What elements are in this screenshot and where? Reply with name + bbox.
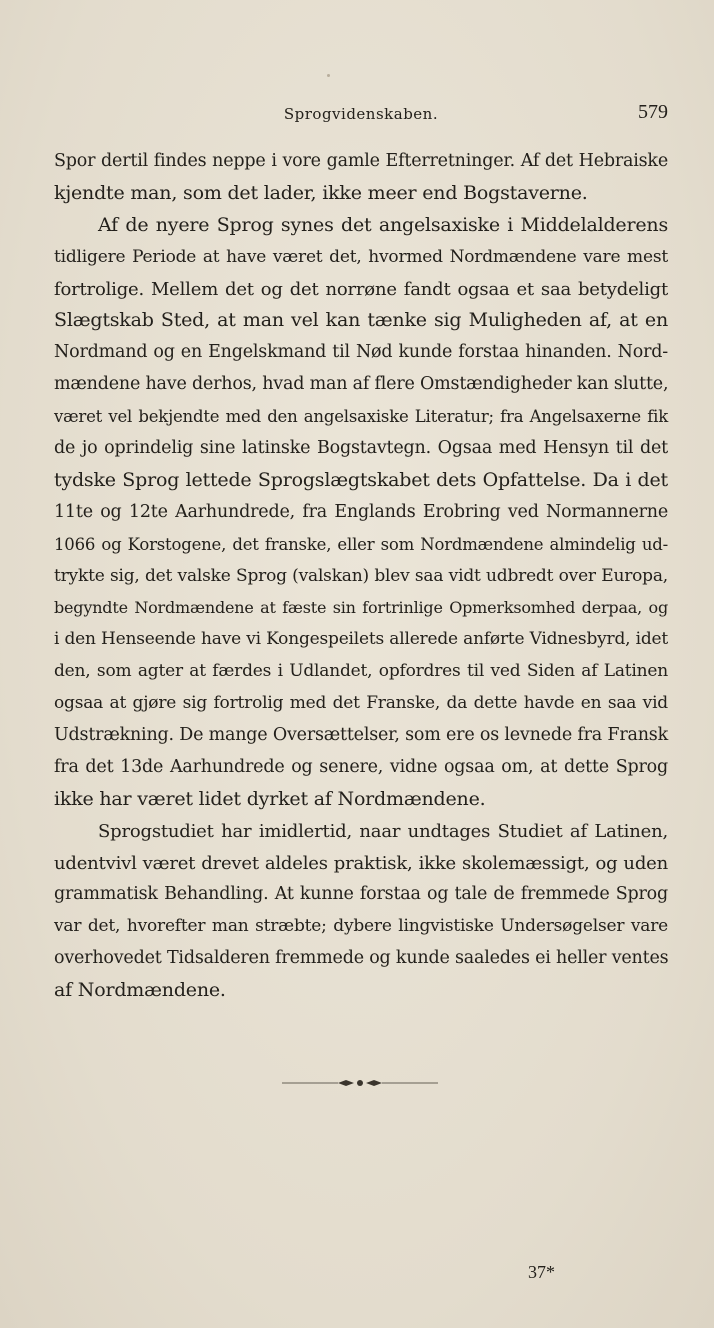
page-header — [54, 101, 668, 129]
text-line: af Nordmændene. — [54, 979, 226, 1002]
text-line: i den Henseende have vi Kongespeilets allerede anførte Vidnesbyrd, idet — [54, 629, 668, 650]
text-line: grammatisk Behandling. At kunne forstaa og tale de fremmede Sprog — [54, 884, 668, 905]
text-line: overhovedet Tidsalderen fremmede og kunde saaledes ei heller ventes — [54, 948, 669, 969]
text-line: de jo oprindelig sine latinske Bogstavtegn. Ogsaa med Hensyn til det — [54, 438, 668, 459]
text-line: Spor dertil findes neppe i vore gamle Efterretninger. Af det Hebraiske — [54, 151, 668, 171]
text-line: Udstrækning. De mange Oversættelser, som ere os levnede fra Fransk — [54, 725, 668, 746]
body-text — [54, 146, 668, 1007]
section-end-ornament — [282, 1076, 438, 1090]
paper-speck — [327, 74, 330, 77]
text-line: været vel bekjendte med den angelsaxiske Literatur; fra Angelsaxerne fik — [54, 407, 668, 427]
running-title: Sprogvidenskaben. — [283, 105, 439, 123]
text-line: begyndte Nordmændene at fæste sin fortrinlige Opmerksomhed derpaa, og — [54, 598, 668, 618]
text-line: Slægtskab Sted, at man vel kan tænke sig Muligheden af, at en — [54, 309, 668, 332]
text-line: ikke har været lidet dyrket af Nordmændene. — [54, 787, 486, 810]
text-line: tydske Sprog lettede Sprogslægtskabet dets Opfattelse. Da i det — [54, 468, 668, 491]
text-line: tidligere Periode at have været det, hvormed Nordmændene vare mest — [54, 246, 668, 267]
page-number: 579 — [638, 101, 668, 123]
text-line: Nordmand og en Engelskmand til Nød kunde forstaa hinanden. Nord- — [54, 342, 668, 363]
signature-mark: 37* — [528, 1262, 555, 1282]
text-line: den, som agter at færdes i Udlandet, opfordres til ved Siden af Latinen — [54, 661, 668, 682]
text-line: fra det 13de Aarhundrede og senere, vidne ogsaa om, at dette Sprog — [54, 756, 668, 777]
text-line: 11te og 12te Aarhundrede, fra Englands Erobring ved Normannerne — [54, 501, 668, 522]
text-line: fortrolige. Mellem det og det norrøne fandt ogsaa et saa betydeligt — [54, 278, 668, 300]
text-line: trykte sig, det valske Sprog (valskan) blev saa vidt udbredt over Europa, — [54, 565, 668, 586]
text-line: Af de nyere Sprog synes det angelsaxiske i Middelalderens — [98, 213, 668, 236]
text-line: udentvivl været drevet aldeles praktisk, ikke skolemæssigt, og uden — [54, 852, 668, 874]
text-line: Sprogstudiet har imidlertid, naar undtages Studiet af Latinen, — [98, 820, 668, 842]
text-line: mændene have derhos, hvad man af flere Omstændigheder kan slutte, — [54, 374, 669, 395]
text-line: 1066 og Korstogene, det franske, eller som Nordmændene almindelig ud- — [54, 534, 668, 554]
text-line: ogsaa at gjøre sig fortrolig med det Franske, da dette havde en saa vid — [54, 693, 668, 714]
text-line: kjendte man, som det lader, ikke meer end Bogstaverne. — [54, 181, 588, 204]
text-line: var det, hvorefter man stræbte; dybere lingvistiske Undersøgelser vare — [54, 916, 668, 937]
